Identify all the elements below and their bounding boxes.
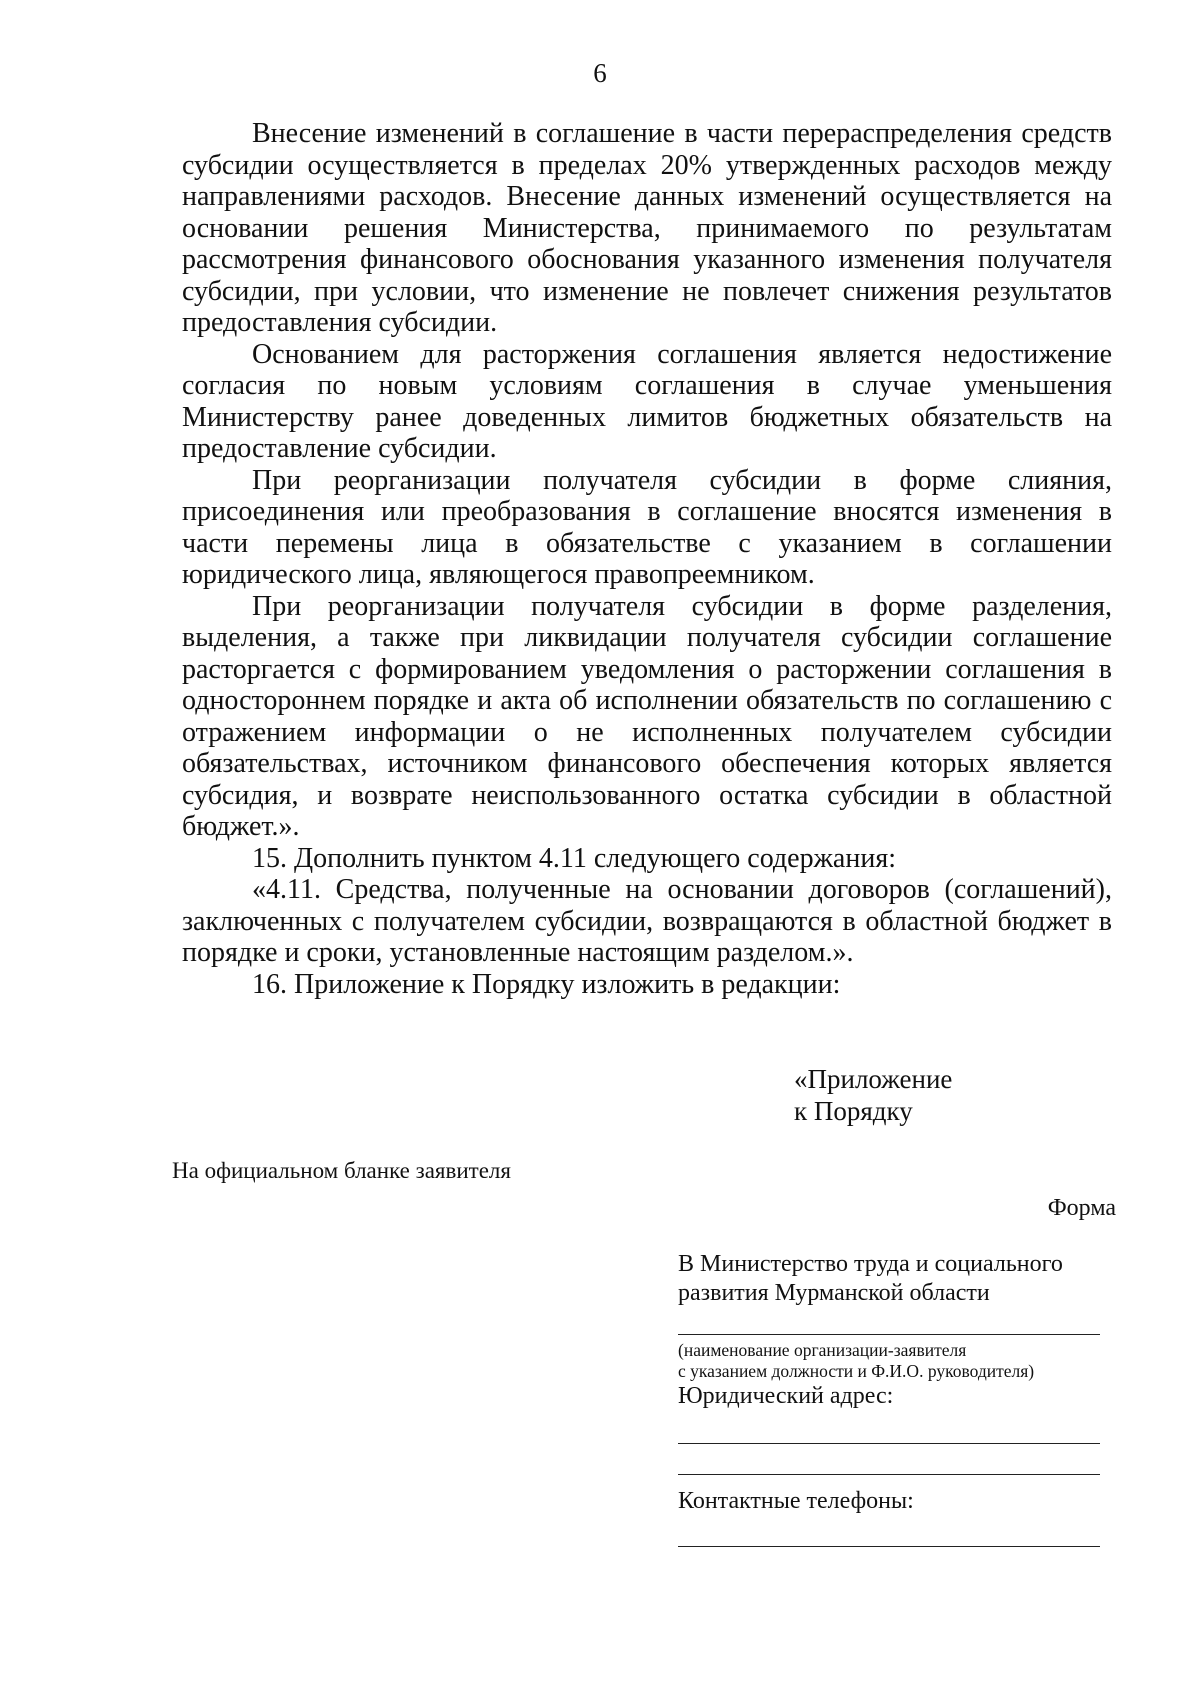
paragraph-subsidy-redistribution: Внесение изменений в соглашение в части перераспределения средств субсидии осуществляется в пределах 20% утвержденных расходов между направлениями расходов. Внесение данных изменений осуществляется на основании решения Министерства, принимаемого по результатам рассмотрения финансового обоснования указанного изменения получателя субсидии, при условии, что изменение не повлечет снижения результатов предоставления субсидии. [182,118,1112,338]
addressee-line-2: развития Мурманской области [678,1280,990,1306]
form-label: Форма [1047,1195,1116,1221]
paragraph-item-16: 16. Приложение к Порядку изложить в редакции: [252,968,841,1000]
paragraph-item-4-11: «4.11. Средства, полученные на основании договоров (соглашений), заключенных с получателем субсидии, возвращаются в областной бюджет в порядке и сроки, установленные настоящим разделом.». [182,874,1112,968]
document-body [182,118,1112,1000]
organization-caption-line-2: с указанием должности и Ф.И.О. руководителя) [678,1361,1035,1381]
organization-caption-line-1: (наименование организации-заявителя [678,1340,967,1360]
paragraph-item-15: 15. Дополнить пунктом 4.11 следующего содержания: [252,842,896,874]
official-blank-note: На официальном бланке заявителя [172,1158,511,1183]
addressee-block [678,1250,1108,1547]
appendix-heading [794,1063,952,1127]
legal-address-line-2 [678,1474,1100,1475]
contact-phones-label: Контактные телефоны: [678,1488,914,1514]
paragraph-reorganization-merger: При реорганизации получателя субсидии в форме слияния, присоединения или преобразования в соглашение вносятся изменения в части перемены лица в обязательстве с указанием в соглашении юридического лица, являющегося правопреемником. [182,464,1112,590]
legal-address-label: Юридический адрес: [678,1383,894,1409]
addressee-line-1: В Министерство труда и социального [678,1251,1063,1277]
organization-caption [678,1340,1108,1382]
organization-name-line [678,1334,1100,1335]
appendix-line-2: к Порядку [794,1096,913,1126]
page-number: 6 [593,58,607,88]
paragraph-reorganization-division: При реорганизации получателя субсидии в форме разделения, выделения, а также при ликвидации получателя субсидии соглашение расторгается с формированием уведомления о расторжении соглашения в одностороннем порядке и акта об исполнении обязательств по соглашению с отражением информации о не исполненных получателем субсидии обязательствах, источником финансового обеспечения которых является субсидия, и возврате неиспользованного остатка субсидии в областной бюджет.». [182,590,1112,842]
legal-address-line-1 [678,1443,1100,1444]
contact-phones-line [678,1546,1100,1547]
paragraph-termination-grounds: Основанием для расторжения соглашения является недостижение согласия по новым условиям соглашения в случае уменьшения Министерству ранее доведенных лимитов бюджетных обязательств на предоставление субсидии. [182,338,1112,464]
appendix-line-1: «Приложение [794,1064,953,1094]
